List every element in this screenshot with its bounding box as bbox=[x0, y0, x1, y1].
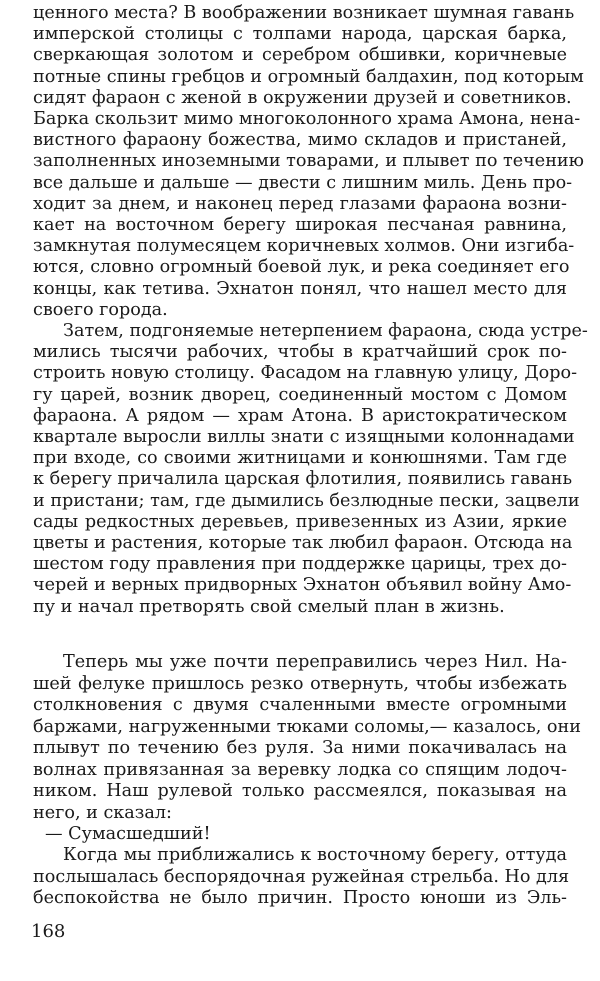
text-line: строить новую столицу. Фасадом на главную улицу, Доро- bbox=[33, 363, 578, 384]
text-line: плывут по течению без руля. За ними покачивалась на bbox=[33, 738, 567, 758]
text-line: черей и верных придворных Эхнатон объявил войну Амо- bbox=[33, 575, 572, 596]
text-line: имперской столицы с толпами народа, царская барка, bbox=[33, 24, 567, 45]
text-line: вистного фараону божества, мимо складов и пристаней, bbox=[33, 130, 567, 151]
text-line: шестом году правления при поддержке царицы, трех до- bbox=[33, 554, 567, 575]
text-line: потные спины гребцов и огромный балдахин, под которым bbox=[33, 66, 584, 87]
text-line: к берегу причалила царская флотилия, появились гавань bbox=[33, 469, 573, 490]
text-line: ходит за днем, и наконец перед глазами фараона возни- bbox=[33, 193, 567, 214]
text-line: сидят фараон с женой в окружении друзей и советников. bbox=[33, 87, 572, 108]
text-line: заполненных иноземными товарами, и плывет по течению bbox=[33, 151, 584, 172]
text-line: ются, словно огромный боевой лук, и река соединяет его bbox=[33, 257, 570, 278]
text-line: цветы и растения, которые так любил фараон. Отсюда на bbox=[33, 533, 573, 553]
text-line: Когда мы приближались к восточному берегу, оттуда bbox=[63, 845, 567, 865]
text-line: ником. Наш рулевой только рассмеялся, показывая на bbox=[33, 781, 567, 801]
text-line: пу и начал претворять свой смелый план в жизнь. bbox=[33, 596, 505, 617]
text-line: все дальше и дальше — двести с лишним миль. День про- bbox=[33, 172, 573, 193]
text-line: при входе, со своими житницами и конюшнями. Там где bbox=[33, 448, 567, 469]
page-number: 168 bbox=[31, 921, 66, 942]
text-line: Затем, подгоняемые нетерпением фараона, сюда устре- bbox=[63, 321, 588, 341]
text-line: баржами, нагруженными тюками соломы,— казалось, они bbox=[33, 716, 581, 737]
text-line: квартале выросли виллы знати с изящными колоннадами bbox=[33, 427, 575, 447]
text-line: замкнутая полумесяцем коричневых холмов. Они изгиба- bbox=[33, 236, 575, 257]
text-line: сверкающая золотом и серебром обшивки, коричневые bbox=[33, 45, 567, 66]
text-line: ценного места? В воображении возникает шумная гавань bbox=[33, 3, 575, 23]
text-line: беспокойства не было причин. Просто юноши из Эль- bbox=[33, 888, 567, 908]
text-line: кает на восточном берегу широкая песчаная равнина, bbox=[33, 215, 567, 235]
text-line: Теперь мы уже почти переправились через Нил. На- bbox=[63, 652, 567, 672]
text-line: послышалась беспорядочная ружейная стрельба. Но для bbox=[33, 866, 570, 887]
text-line: волнах привязанная за веревку лодка со спящим лодоч- bbox=[33, 759, 567, 780]
text-line: шей фелуке пришлось резко отвернуть, чтобы избежать bbox=[33, 673, 567, 694]
text-line: мились тысячи рабочих, чтобы в кратчайший срок по- bbox=[33, 342, 567, 363]
dialogue-line: — Сумасшедший! bbox=[45, 824, 211, 844]
text-line: гу царей, возник дворец, соединенный мостом с Домом bbox=[33, 384, 567, 405]
text-line: сады редкостных деревьев, привезенных из Азии, яркие bbox=[33, 511, 567, 532]
text-line: своего города. bbox=[33, 299, 168, 320]
text-line: него, и сказал: bbox=[33, 802, 172, 823]
text-line: и пристани; там, где дымились безлюдные пески, зацвели bbox=[33, 490, 580, 511]
text-line: концы, как тетива. Эхнатон понял, что нашел место для bbox=[33, 278, 567, 299]
text-line: Барка скользит мимо многоколонного храма Амона, нена- bbox=[33, 109, 581, 129]
text-line: фараона. А рядом — храм Атона. В аристократическом bbox=[33, 405, 567, 426]
text-line: столкновения с двумя счаленными вместе огромными bbox=[33, 695, 567, 715]
